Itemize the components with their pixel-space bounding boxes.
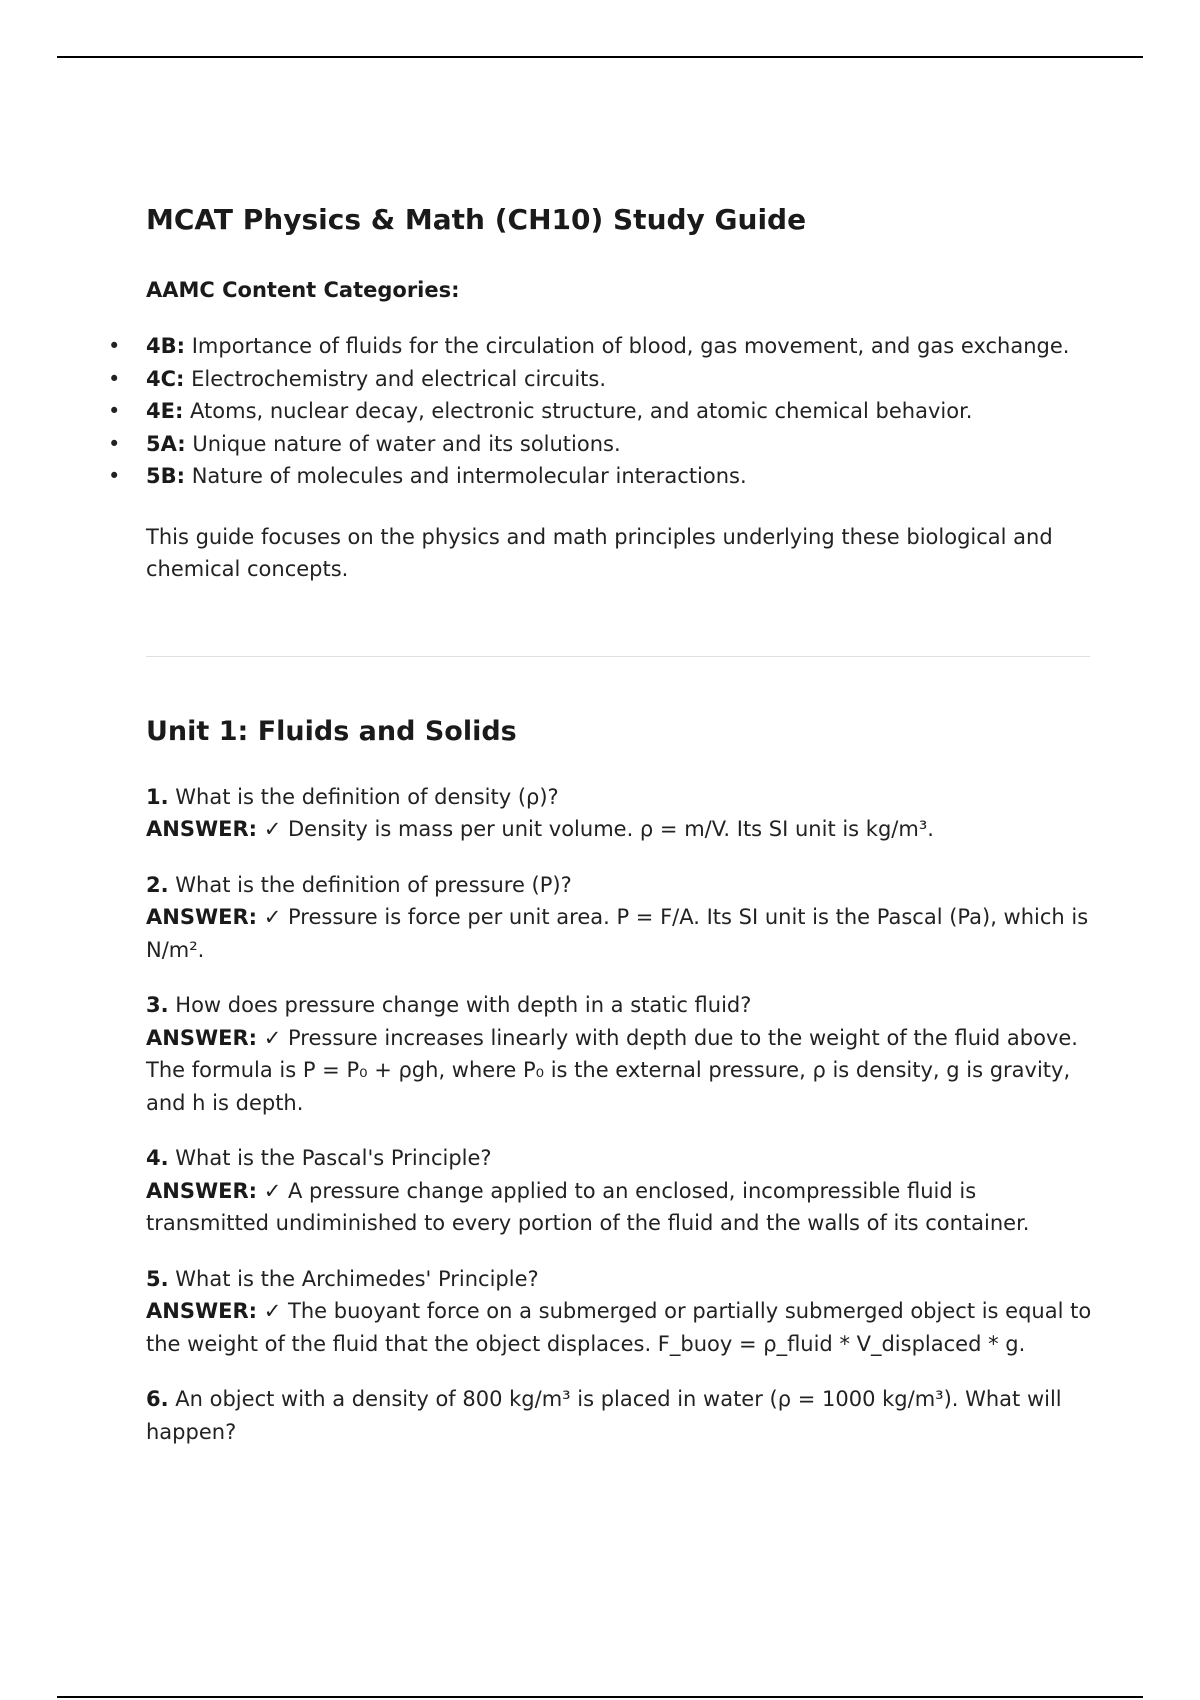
category-text: Importance of fluids for the circulation of blood, gas movement, and gas exchange. <box>191 334 1070 358</box>
question-text: An object with a density of 800 kg/m³ is placed in water (ρ = 1000 kg/m³). What will happen? <box>146 1387 1062 1444</box>
answer-label: ANSWER: <box>146 1178 258 1203</box>
checkmark-icon: ✓ <box>263 1025 282 1050</box>
list-item <box>0 460 1096 493</box>
question-block <box>146 989 1096 1119</box>
checkmark-icon: ✓ <box>263 1299 282 1323</box>
top-rule <box>57 56 1143 58</box>
unit-title: Unit 1: Fluids and Solids <box>146 715 517 747</box>
list-item <box>0 395 1096 428</box>
question-number: 4. <box>146 1146 169 1170</box>
list-item <box>0 330 1096 363</box>
categories-heading: AAMC Content Categories: <box>146 278 460 302</box>
list-item <box>0 428 1096 461</box>
checkmark-icon: ✓ <box>263 1178 282 1203</box>
category-text: Nature of molecules and intermolecular interactions. <box>191 464 747 488</box>
question-number: 2. <box>146 872 169 897</box>
answer-label: ANSWER: <box>146 1025 258 1050</box>
answer-text: The buoyant force on a submerged or partially submerged object is equal to the weight of the fluid that the object displaces. F_buoy = ρ_fluid * V_displaced * g. <box>146 1299 1092 1356</box>
list-item <box>0 363 1096 396</box>
question-number: 6. <box>146 1387 169 1411</box>
category-text: Atoms, nuclear decay, electronic structure, and atomic chemical behavior. <box>190 399 973 423</box>
question-block <box>146 1142 1096 1240</box>
question-block <box>146 1263 1096 1361</box>
section-divider <box>146 656 1090 657</box>
question-text: What is the definition of density (ρ)? <box>175 784 559 809</box>
answer-text: Pressure increases linearly with depth due to the weight of the fluid above. The formula is P = P₀ + ρgh, where P₀ is the external pressure, ρ is density, g is gravity, and h is depth. <box>146 1025 1078 1115</box>
bullet-icon: • <box>108 431 121 456</box>
document-body <box>108 196 1096 1471</box>
intro-paragraph: This guide focuses on the physics and math principles underlying these biological and chemical concepts. <box>146 524 1053 581</box>
bullet-icon: • <box>108 464 121 488</box>
question-block <box>146 1383 1096 1448</box>
bullet-icon: • <box>108 366 121 391</box>
question-text: What is the Pascal's Principle? <box>175 1146 492 1170</box>
bottom-rule <box>57 1696 1143 1698</box>
question-block <box>146 781 1096 846</box>
category-code: 4E: <box>146 399 184 423</box>
checkmark-icon: ✓ <box>263 905 282 929</box>
bullet-icon: • <box>108 399 121 423</box>
category-code: 4B: <box>146 334 186 358</box>
question-number: 1. <box>146 784 169 809</box>
bullet-icon: • <box>108 334 121 358</box>
categories-list <box>0 330 1096 493</box>
question-number: 5. <box>146 1266 169 1291</box>
category-text: Electrochemistry and electrical circuits. <box>191 366 607 391</box>
checkmark-icon: ✓ <box>263 817 282 841</box>
question-number: 3. <box>146 993 169 1017</box>
question-text: How does pressure change with depth in a static fluid? <box>175 993 752 1017</box>
answer-label: ANSWER: <box>146 905 258 929</box>
category-text: Unique nature of water and its solutions. <box>192 431 621 456</box>
answer-label: ANSWER: <box>146 817 258 841</box>
question-block <box>146 869 1096 967</box>
answer-text: A pressure change applied to an enclosed, incompressible fluid is transmitted undiminished to every portion of the fluid and the walls of its container. <box>146 1178 1030 1235</box>
answer-text: Density is mass per unit volume. ρ = m/V. Its SI unit is kg/m³. <box>288 817 934 841</box>
answer-label: ANSWER: <box>146 1299 258 1323</box>
document-title: MCAT Physics & Math (CH10) Study Guide <box>146 203 807 236</box>
category-code: 5B: <box>146 464 186 488</box>
category-code: 4C: <box>146 366 185 391</box>
category-code: 5A: <box>146 431 186 456</box>
answer-text: Pressure is force per unit area. P = F/A. Its SI unit is the Pascal (Pa), which is N/m². <box>146 905 1089 962</box>
question-text: What is the definition of pressure (P)? <box>175 872 572 897</box>
question-text: What is the Archimedes' Principle? <box>175 1266 539 1291</box>
